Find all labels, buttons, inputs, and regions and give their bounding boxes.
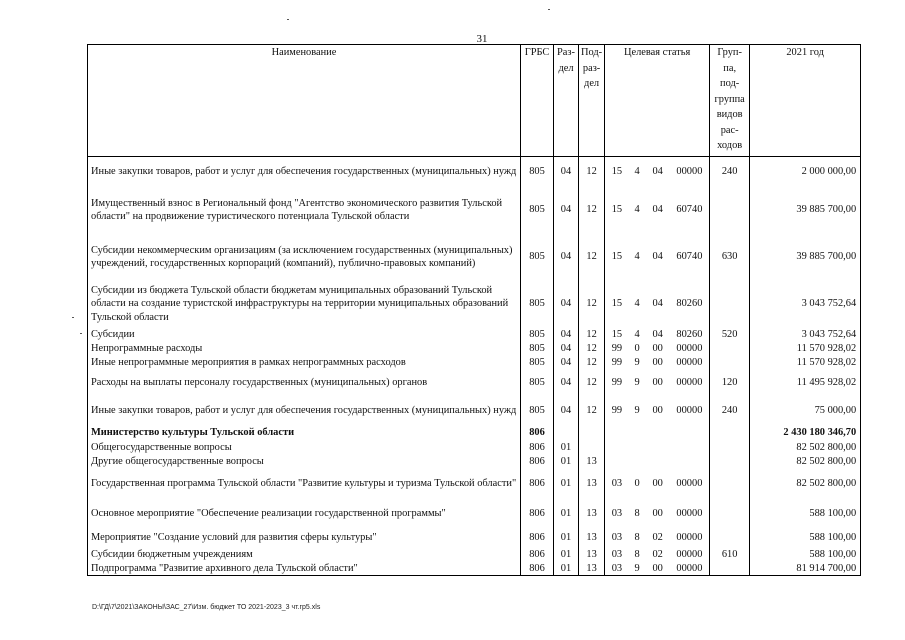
header-name: Наименование	[88, 45, 521, 157]
table-row	[88, 562, 861, 576]
row-razdel: 01	[554, 455, 579, 469]
row-target-direction: 00000	[670, 548, 710, 562]
row-razdel: 01	[554, 548, 579, 562]
row-expense-type	[710, 441, 750, 455]
table-row	[88, 441, 861, 455]
row-target-subprogram: 9	[634, 376, 640, 388]
row-target-program: 03	[605, 469, 629, 499]
row-expense-type	[710, 187, 750, 234]
row-grbs: 805	[521, 187, 554, 234]
row-name: Иные непрограммные мероприятия в рамках непрограммных расходов	[88, 356, 521, 370]
row-target-direction: 00000	[670, 396, 710, 426]
row-grbs: 805	[521, 234, 554, 281]
row-target-program: 03	[605, 548, 629, 562]
row-target-subprogram: 9	[634, 356, 640, 368]
row-razdel: 04	[554, 342, 579, 356]
row-razdel: 01	[554, 441, 579, 455]
row-expense-type	[710, 469, 750, 499]
header-target-article: Целевая статья	[605, 45, 710, 157]
row-podrazdel: 12	[579, 187, 605, 234]
row-target-measure: 00	[652, 342, 663, 354]
scan-speck	[287, 19, 289, 20]
row-target-measure: 00	[652, 477, 663, 489]
table-row	[88, 281, 861, 328]
row-target-subprogram: 8	[634, 532, 640, 544]
row-name: Другие общегосударственные вопросы	[88, 455, 521, 469]
row-podrazdel: 12	[579, 370, 605, 396]
row-target-direction	[670, 455, 710, 469]
row-name: Субсидии некоммерческим организациям (за исключением государственных (муниципальных) учреждений, государственных корпораций (компаний), публично-правовых компаний)	[88, 234, 521, 281]
row-podrazdel: 13	[579, 469, 605, 499]
row-podrazdel: 13	[579, 529, 605, 548]
row-target-direction: 00000	[670, 356, 710, 370]
row-target-measure: 02	[652, 548, 663, 560]
header-razdel: Раз- дел	[554, 45, 579, 157]
row-expense-type: 120	[710, 370, 750, 396]
row-target-measure: 02	[652, 532, 663, 544]
row-target-direction: 00000	[670, 342, 710, 356]
row-target-program: 15	[605, 157, 629, 187]
row-grbs: 806	[521, 426, 554, 441]
row-target-subprogram: 4	[634, 166, 640, 178]
row-target-measure: 04	[652, 298, 663, 310]
scan-speck	[548, 9, 550, 10]
row-target-direction: 00000	[670, 469, 710, 499]
row-target-measure: 04	[652, 328, 663, 340]
row-target-measure: 00	[646, 562, 670, 576]
row-name: Иные закупки товаров, работ и услуг для обеспечения государственных (муниципальных) нужд	[88, 157, 521, 187]
header-row	[88, 45, 861, 157]
row-target-program: 03	[605, 529, 629, 548]
row-grbs: 806	[521, 499, 554, 529]
scan-speck	[72, 317, 74, 318]
row-name: Общегосударственные вопросы	[88, 441, 521, 455]
row-amount-2021: 82 502 800,00	[750, 469, 861, 499]
row-name: Иные закупки товаров, работ и услуг для обеспечения государственных (муниципальных) нужд	[88, 396, 521, 426]
row-amount-2021: 588 100,00	[750, 529, 861, 548]
row-expense-type	[710, 342, 750, 356]
row-target-program: 99	[605, 370, 629, 396]
row-expense-type: 240	[710, 157, 750, 187]
row-podrazdel: 12	[579, 356, 605, 370]
row-target-subprogram	[629, 441, 646, 455]
row-target-direction: 60740	[670, 234, 710, 281]
row-target-subprogram	[629, 426, 646, 441]
row-target-measure: 04	[652, 204, 663, 216]
row-target-program: 15	[605, 328, 629, 342]
row-name: Мероприятие "Создание условий для развития сферы культуры"	[88, 529, 521, 548]
row-target-direction	[670, 441, 710, 455]
file-path-footer: D:\ГД\7\2021\ЗАКОНЫ\ЗАС_27\Изм. бюджет ТО 2021-2023_3 чт.гр5.xls	[92, 604, 321, 611]
row-podrazdel: 12	[579, 234, 605, 281]
row-grbs: 806	[521, 529, 554, 548]
row-target-measure	[646, 426, 670, 441]
header-podrazdel: Под- раз- дел	[579, 45, 605, 157]
table-row	[88, 455, 861, 469]
scan-speck	[80, 333, 82, 334]
row-target-subprogram: 4	[634, 251, 640, 263]
row-target-subprogram: 4	[634, 298, 640, 310]
row-target-direction: 00000	[670, 529, 710, 548]
row-amount-2021: 3 043 752,64	[750, 328, 861, 342]
row-amount-2021: 75 000,00	[750, 396, 861, 426]
row-target-direction: 80260	[670, 328, 710, 342]
row-podrazdel: 12	[579, 281, 605, 328]
row-target-program	[605, 426, 629, 441]
row-target-direction: 00000	[670, 157, 710, 187]
row-razdel: 04	[554, 157, 579, 187]
row-razdel: 04	[554, 281, 579, 328]
row-razdel: 01	[554, 469, 579, 499]
budget-table	[87, 44, 861, 576]
row-grbs: 805	[521, 157, 554, 187]
row-amount-2021: 2 000 000,00	[750, 157, 861, 187]
row-amount-2021: 11 570 928,02	[750, 356, 861, 370]
row-expense-type	[710, 356, 750, 370]
row-podrazdel: 12	[579, 328, 605, 342]
row-name: Непрограммные расходы	[88, 342, 521, 356]
row-grbs: 806	[521, 562, 554, 576]
row-razdel	[554, 426, 579, 441]
row-expense-type	[710, 529, 750, 548]
table-row	[88, 469, 861, 499]
row-name: Субсидии из бюджета Тульской области бюджетам муниципальных образований Тульской области на создание туристской инфраструктуры на территории муниципальных образований Тульской области	[88, 281, 521, 328]
row-target-program	[605, 441, 629, 455]
row-podrazdel: 13	[579, 548, 605, 562]
row-grbs: 806	[521, 469, 554, 499]
row-amount-2021: 588 100,00	[750, 548, 861, 562]
table-row	[88, 396, 861, 426]
row-amount-2021: 39 885 700,00	[750, 234, 861, 281]
row-grbs: 806	[521, 441, 554, 455]
row-target-program: 15	[605, 281, 629, 328]
table-row	[88, 356, 861, 370]
row-target-measure: 00	[652, 507, 663, 519]
row-target-program: 03	[605, 562, 629, 576]
row-target-direction: 80260	[670, 281, 710, 328]
row-target-subprogram: 9	[634, 404, 640, 416]
row-name: Подпрограмма "Развитие архивного дела Тульской области"	[88, 562, 521, 576]
table-row	[88, 370, 861, 396]
row-expense-type: 520	[710, 328, 750, 342]
row-target-subprogram: 8	[634, 507, 640, 519]
row-target-measure	[646, 441, 670, 455]
table-row	[88, 234, 861, 281]
row-amount-2021: 82 502 800,00	[750, 455, 861, 469]
row-name: Субсидии бюджетным учреждениям	[88, 548, 521, 562]
row-target-program	[605, 455, 629, 469]
row-grbs: 805	[521, 356, 554, 370]
row-amount-2021: 2 430 180 346,70	[750, 426, 861, 441]
header-expense-group: Груп- па, под- группа видов рас- ходов	[710, 45, 750, 157]
row-target-subprogram	[629, 455, 646, 469]
row-podrazdel: 12	[579, 342, 605, 356]
row-grbs: 805	[521, 342, 554, 356]
row-expense-type: 240	[710, 396, 750, 426]
row-target-measure: 00	[652, 404, 663, 416]
row-target-subprogram: 0	[634, 477, 640, 489]
row-amount-2021: 39 885 700,00	[750, 187, 861, 234]
row-target-subprogram: 8	[634, 548, 640, 560]
row-name: Министерство культуры Тульской области	[88, 426, 521, 441]
row-amount-2021: 588 100,00	[750, 499, 861, 529]
row-target-direction: 00000	[670, 499, 710, 529]
table-row	[88, 548, 861, 562]
row-target-program: 99	[605, 356, 629, 370]
row-target-subprogram: 0	[634, 342, 640, 354]
row-target-program: 15	[605, 234, 629, 281]
row-amount-2021: 11 570 928,02	[750, 342, 861, 356]
row-target-program: 99	[605, 342, 629, 356]
row-razdel: 04	[554, 370, 579, 396]
row-target-direction: 60740	[670, 187, 710, 234]
row-target-subprogram: 9	[629, 562, 646, 576]
row-target-program: 99	[605, 396, 629, 426]
row-name: Государственная программа Тульской области "Развитие культуры и туризма Тульской области"	[88, 469, 521, 499]
table-row	[88, 328, 861, 342]
row-podrazdel: 13	[579, 455, 605, 469]
row-razdel: 01	[554, 529, 579, 548]
table-row	[88, 342, 861, 356]
header-year: 2021 год	[750, 45, 861, 157]
row-name: Субсидии	[88, 328, 521, 342]
row-grbs: 805	[521, 328, 554, 342]
row-target-measure: 00	[652, 376, 663, 388]
row-target-subprogram: 4	[634, 204, 640, 216]
table-row	[88, 426, 861, 441]
row-target-direction	[670, 426, 710, 441]
row-target-measure: 04	[652, 251, 663, 263]
row-name: Имущественный взнос в Региональный фонд "Агентство экономического развития Тульской области" на продвижение туристического потенциала Тульской области	[88, 187, 521, 234]
row-target-subprogram: 4	[634, 328, 640, 340]
table-row	[88, 157, 861, 187]
row-expense-type	[710, 281, 750, 328]
row-razdel: 04	[554, 328, 579, 342]
row-razdel: 01	[554, 499, 579, 529]
table-row	[88, 499, 861, 529]
row-razdel: 04	[554, 396, 579, 426]
row-target-measure: 00	[652, 356, 663, 368]
page-number: 31	[476, 33, 488, 45]
row-podrazdel: 13	[579, 562, 605, 576]
row-amount-2021: 3 043 752,64	[750, 281, 861, 328]
row-expense-type	[710, 426, 750, 441]
row-podrazdel: 12	[579, 396, 605, 426]
table-row	[88, 529, 861, 548]
row-grbs: 805	[521, 396, 554, 426]
row-podrazdel	[579, 426, 605, 441]
row-podrazdel	[579, 441, 605, 455]
row-podrazdel: 12	[579, 157, 605, 187]
row-grbs: 805	[521, 370, 554, 396]
row-expense-type	[710, 499, 750, 529]
row-expense-type	[710, 455, 750, 469]
row-target-measure	[646, 455, 670, 469]
row-amount-2021: 82 502 800,00	[750, 441, 861, 455]
row-razdel: 04	[554, 187, 579, 234]
row-razdel: 04	[554, 234, 579, 281]
row-target-direction: 00000	[670, 562, 710, 576]
row-podrazdel: 13	[579, 499, 605, 529]
row-expense-type: 630	[710, 234, 750, 281]
row-razdel: 04	[554, 356, 579, 370]
row-grbs: 806	[521, 548, 554, 562]
row-name: Основное мероприятие "Обеспечение реализации государственной программы"	[88, 499, 521, 529]
row-expense-type: 610	[710, 548, 750, 562]
row-grbs: 806	[521, 455, 554, 469]
header-grbs: ГРБС	[521, 45, 554, 157]
row-amount-2021: 81 914 700,00	[750, 562, 861, 576]
row-grbs: 805	[521, 281, 554, 328]
row-razdel: 01	[554, 562, 579, 576]
table-row	[88, 187, 861, 234]
row-amount-2021: 11 495 928,02	[750, 370, 861, 396]
row-target-program: 15	[605, 187, 629, 234]
row-target-direction: 00000	[670, 370, 710, 396]
row-target-program: 03	[605, 499, 629, 529]
row-name: Расходы на выплаты персоналу государственных (муниципальных) органов	[88, 370, 521, 396]
row-expense-type	[710, 562, 750, 576]
row-target-measure: 04	[652, 166, 663, 178]
